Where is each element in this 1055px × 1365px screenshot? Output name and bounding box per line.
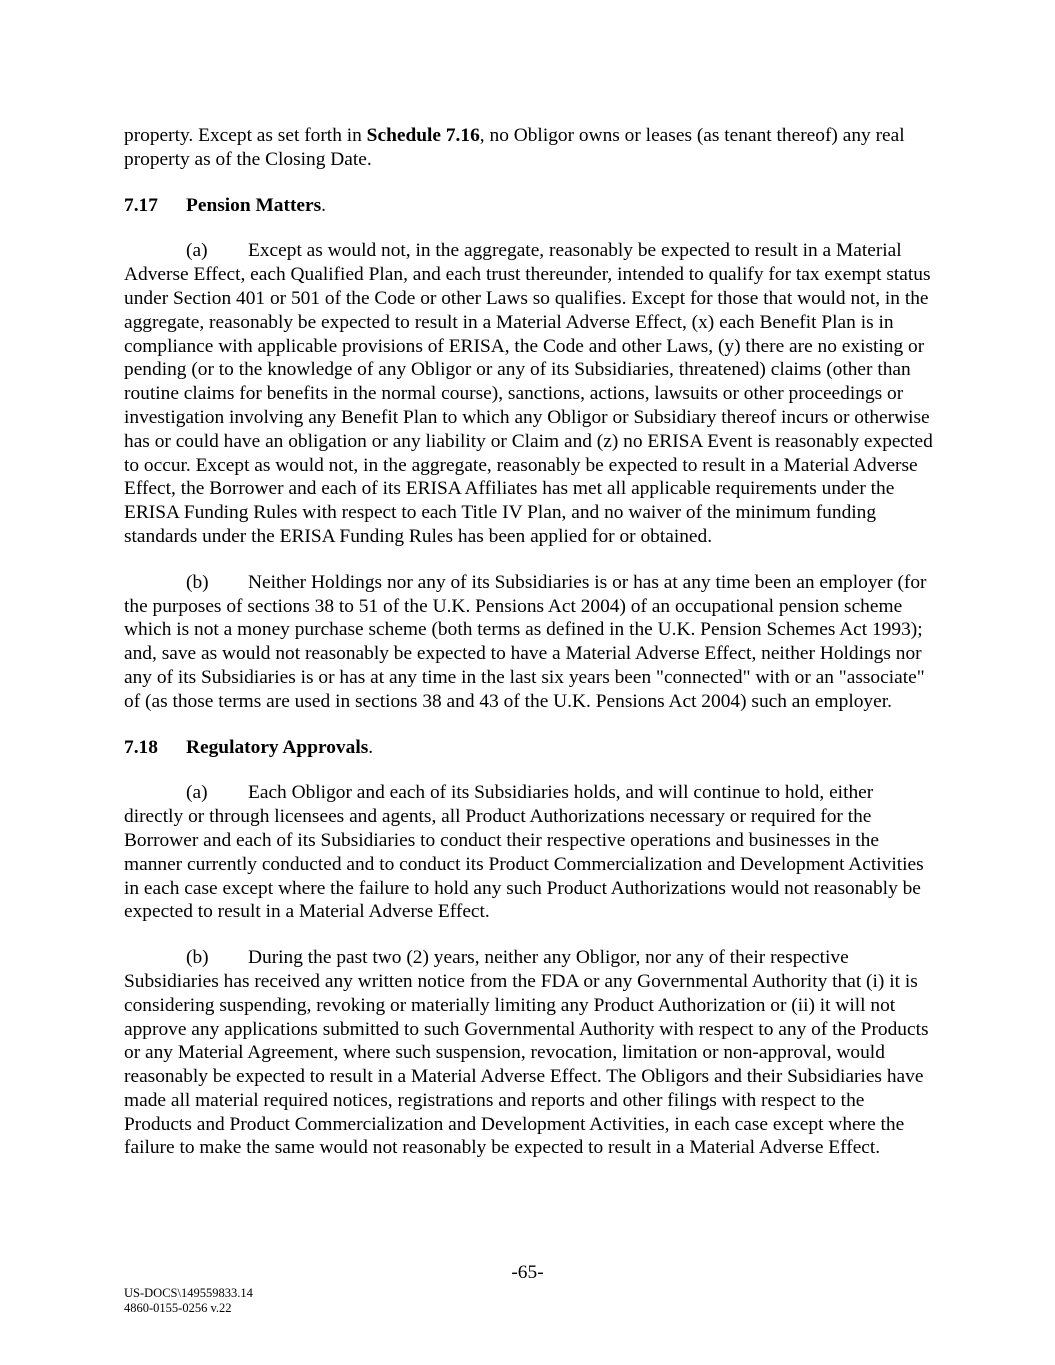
- paragraph-7-17-b: [124, 571, 934, 714]
- paragraph-text: During the past two (2) years, neither any Obligor, nor any of their respective Subsidiaries has received any written notice from the FDA or any Governmental Authority that (i) it is considering suspending, revoking or materially limiting any Product Authorization or (ii) it will not approve any applications submitted to such Governmental Authority with respect to any of the Products or any Material Agreement, where such suspension, revocation, limitation or non-approval, would reasonably be expected to result in a Material Adverse Effect. The Obligors and their Subsidiaries have made all material required notices, registrations and reports and other filings with respect to the Products and Product Commercialization and Development Activities, in each case except where the failure to make the same would not reasonably be expected to result in a Material Adverse Effect.: [124, 947, 929, 1159]
- intro-paragraph: [124, 124, 934, 172]
- section-title: Regulatory Approvals: [186, 736, 369, 758]
- section-heading-7-18: [124, 736, 934, 760]
- paragraph-text: Except as would not, in the aggregate, reasonably be expected to result in a Material Adverse Effect, each Qualified Plan, and each trust thereunder, intended to qualify for tax exempt status under Section 401 or 501 of the Code or other Laws so qualifies. Except for those that would not, in the aggregate, reasonably be expected to result in a Material Adverse Effect, (x) each Benefit Plan is in compliance with applicable provisions of ERISA, the Code and other Laws, (y) there are no existing or pending (or to the knowledge of any Obligor or any of its Subsidiaries, threatened) claims (other than routine claims for benefits in the normal course), sanctions, actions, lawsuits or other proceedings or investigation involving any Benefit Plan to which any Obligor or Subsidiary thereof incurs or otherwise has or could have an obligation or any liability or Claim and (z) no ERISA Event is reasonably expected to occur. Except as would not, in the aggregate, reasonably be expected to result in a Material Adverse Effect, the Borrower and each of its ERISA Affiliates has met all applicable requirements under the ERISA Funding Rules with respect to each Title IV Plan, and no waiver of the minimum funding standards under the ERISA Funding Rules has been applied for or obtained.: [124, 240, 933, 547]
- page-number: -65-: [511, 1262, 544, 1283]
- intro-text-after: , no Obligor owns or leases (as tenant thereof) any real property as of the Closing Date.: [124, 125, 905, 170]
- paragraph-label: (a): [186, 782, 208, 804]
- paragraph-text: Each Obligor and each of its Subsidiaries holds, and will continue to hold, either directly or through licensees and agents, all Product Authorizations necessary or required for the Borrower and each of its Subsidiaries to conduct their respective operations and businesses in the manner currently conducted and to conduct its Product Commercialization and Development Activities in each case except where the failure to hold any such Product Authorizations would not reasonably be expected to result in a Material Adverse Effect.: [124, 782, 924, 923]
- paragraph-label: (a): [186, 240, 208, 262]
- intro-text-before: property. Except as set forth in: [124, 125, 367, 146]
- paragraph-label: (b): [186, 947, 209, 969]
- section-title-period: .: [321, 194, 327, 216]
- document-page: [124, 124, 934, 1182]
- paragraph-label: (b): [186, 571, 209, 593]
- paragraph-7-18-b: [124, 946, 934, 1160]
- schedule-reference: Schedule 7.16: [366, 125, 480, 146]
- section-number: 7.18: [124, 736, 158, 758]
- paragraph-7-18-a: [124, 781, 934, 924]
- section-number: 7.17: [124, 194, 158, 216]
- footer-version: 4860-0155-0256 v.22: [124, 1301, 232, 1315]
- section-title-period: .: [368, 736, 374, 758]
- section-title: Pension Matters: [186, 194, 322, 216]
- paragraph-7-17-a: [124, 239, 934, 548]
- document-footer: [124, 1286, 253, 1316]
- footer-doc-id: US-DOCS\149559833.14: [124, 1286, 253, 1300]
- paragraph-text: Neither Holdings nor any of its Subsidiaries is or has at any time been an employer (for the purposes of sections 38 to 51 of the U.K. Pensions Act 2004) of an occupational pension scheme which is not a money purchase scheme (both terms as defined in the U.K. Pension Schemes Act 1993); and, save as would not reasonably be expected to have a Material Adverse Effect, neither Holdings nor any of its Subsidiaries is or has at any time in the last six years been "connected" with or an "associate" of (as those terms are used in sections 38 and 43 of the U.K. Pensions Act 2004) such an employer.: [124, 571, 927, 712]
- section-heading-7-17: [124, 194, 934, 218]
